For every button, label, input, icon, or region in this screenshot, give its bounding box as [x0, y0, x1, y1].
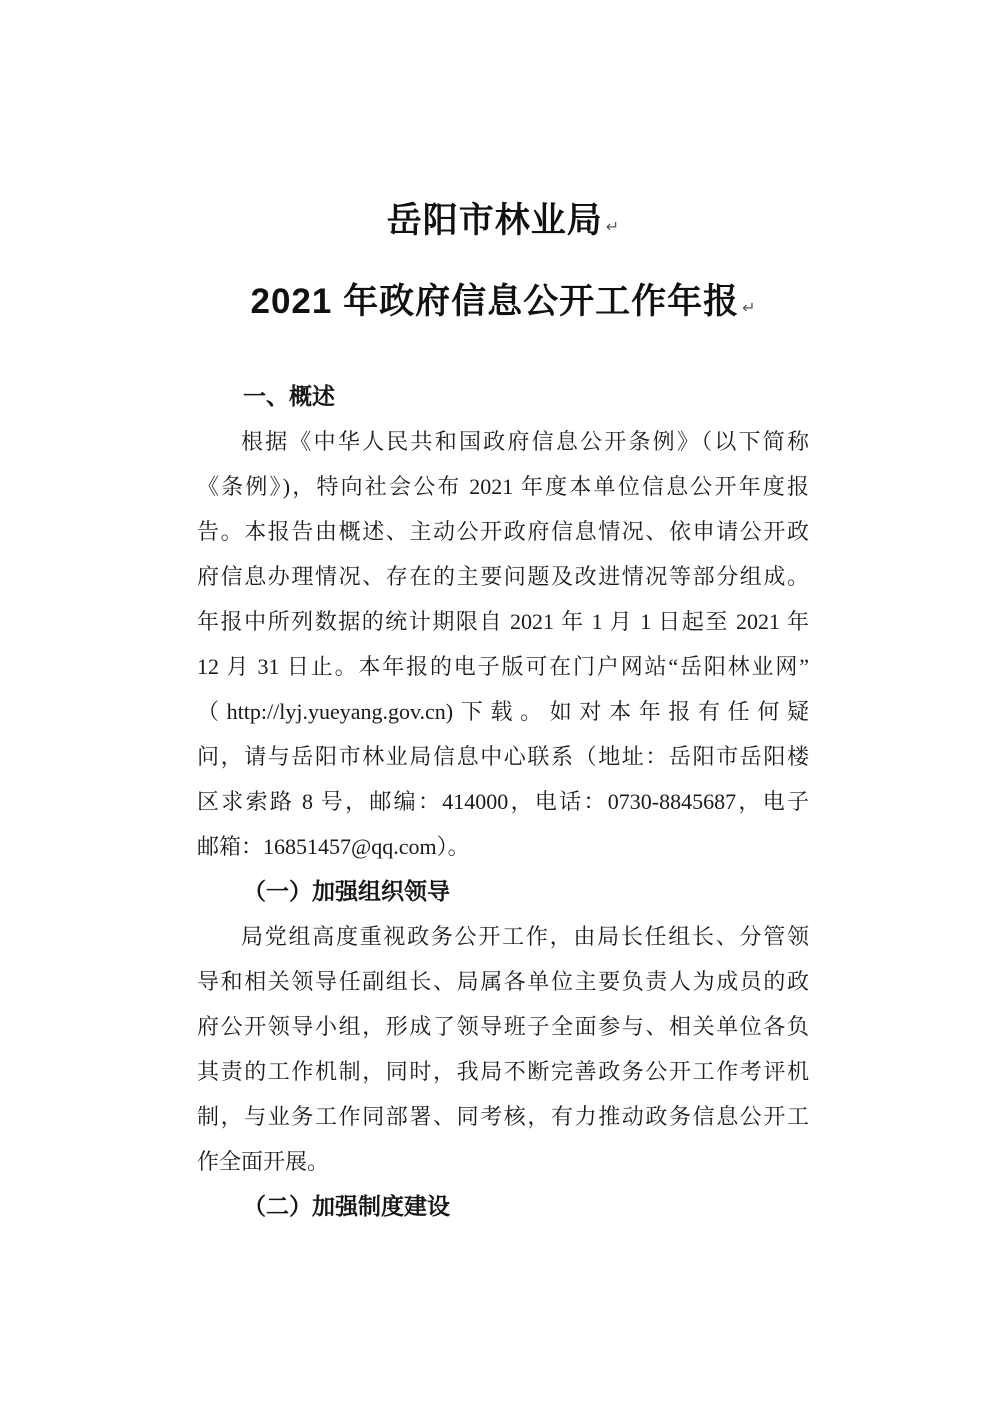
section-heading-overview: 一、概述 — [243, 383, 335, 409]
paragraph-return-mark: ↵ — [605, 217, 620, 236]
document-title-line2-text: 2021 年政府信息公开工作年报 — [250, 282, 740, 321]
body-line: 年报中所列数据的统计期限自 2021 年 1 月 1 日起至 2021 年 — [197, 609, 809, 634]
body-line: 局党组高度重视政务公开工作，由局长任组长、分管领 — [241, 924, 809, 949]
body-line: 问，请与岳阳市林业局信息中心联系（地址：岳阳市岳阳楼 — [197, 744, 809, 769]
document-title-line2 — [197, 277, 809, 333]
section-heading-institution: （二）加强制度建设 — [243, 1193, 450, 1219]
body-line: 府信息办理情况、存在的主要问题及改进情况等部分组成。 — [197, 564, 809, 589]
document-title-line1-text: 岳阳市林业局 — [386, 201, 603, 240]
body-line: （http://lyj.yueyang.gov.cn)下载。如对本年报有任何疑 — [197, 699, 809, 724]
body-line: 告。本报告由概述、主动公开政府信息情况、依申请公开政 — [197, 519, 809, 544]
body-line: 府公开领导小组，形成了领导班子全面参与、相关单位各负 — [197, 1014, 809, 1039]
document-title-line1 — [197, 196, 809, 252]
section-heading-organization: （一）加强组织领导 — [243, 878, 450, 904]
body-line: 制，与业务工作同部署、同考核，有力推动政务信息公开工 — [197, 1104, 809, 1129]
body-line: 作全面开展。 — [197, 1149, 330, 1174]
body-line: 《条例》)，特向社会公布 2021 年度本单位信息公开年度报 — [197, 474, 809, 499]
paragraph-return-mark: ↵ — [742, 298, 756, 317]
body-line: 根据《中华人民共和国政府信息公开条例》（以下简称 — [241, 429, 809, 454]
body-line: 邮箱：16851457@qq.com）。 — [197, 834, 470, 859]
body-line: 其责的工作机制，同时，我局不断完善政务公开工作考评机 — [197, 1059, 809, 1084]
body-line: 12 月 31 日止。本年报的电子版可在门户网站“岳阳林业网” — [197, 654, 809, 679]
body-line: 区求索路 8 号，邮编：414000，电话：0730-8845687，电子 — [197, 789, 809, 814]
body-line: 导和相关领导任副组长、局属各单位主要负责人为成员的政 — [197, 969, 809, 994]
document-content — [197, 0, 809, 1229]
